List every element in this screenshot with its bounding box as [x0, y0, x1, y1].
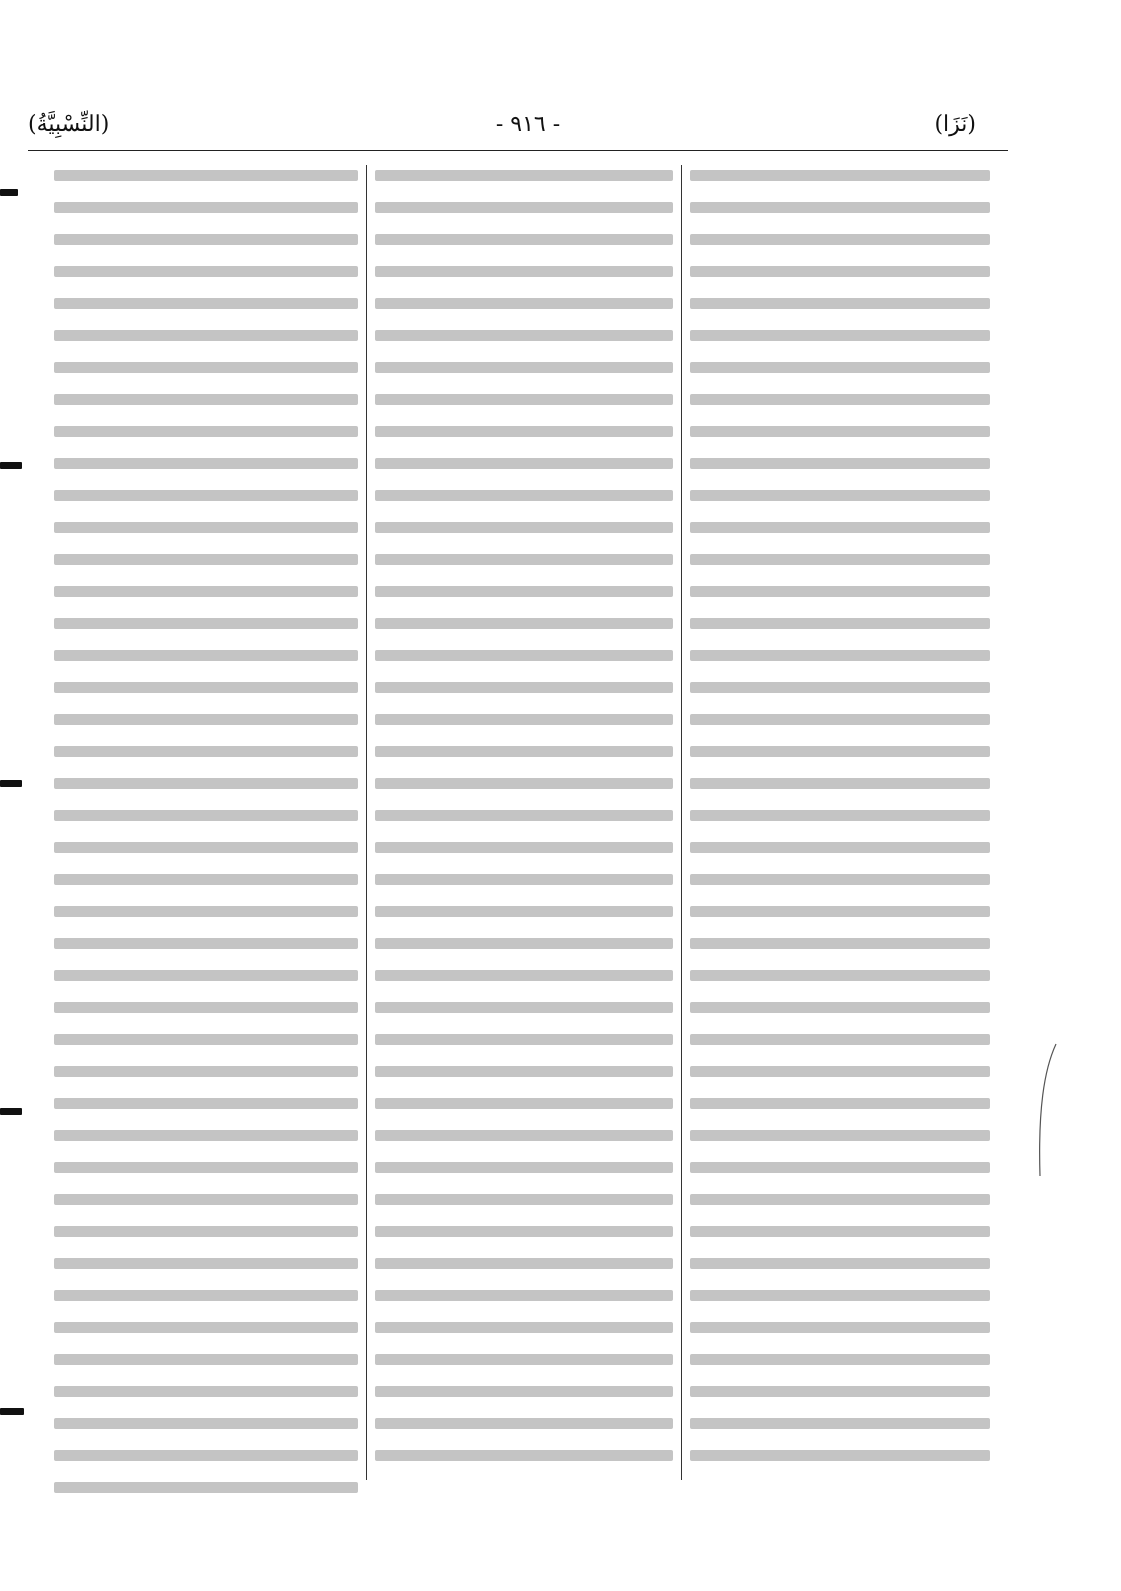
text-line-placeholder: [54, 1162, 358, 1173]
text-line-placeholder: [690, 330, 990, 341]
text-line-placeholder: [54, 298, 358, 309]
text-line-placeholder: [690, 1322, 990, 1333]
text-line-placeholder: [690, 1130, 990, 1141]
text-line-placeholder: [690, 266, 990, 277]
text-line-placeholder: [54, 330, 358, 341]
text-line-placeholder: [54, 586, 358, 597]
text-line-placeholder: [54, 426, 358, 437]
text-line-placeholder: [54, 618, 358, 629]
text-line-placeholder: [690, 586, 990, 597]
text-line-placeholder: [375, 1354, 673, 1365]
margin-mark: [0, 462, 22, 469]
text-line-placeholder: [54, 1066, 358, 1077]
text-line-placeholder: [375, 1066, 673, 1077]
text-line-placeholder: [54, 842, 358, 853]
text-line-placeholder: [690, 650, 990, 661]
text-line-placeholder: [54, 458, 358, 469]
text-line-placeholder: [690, 490, 990, 501]
text-line-placeholder: [54, 554, 358, 565]
margin-mark: [0, 1108, 22, 1115]
text-line-placeholder: [690, 874, 990, 885]
text-line-placeholder: [375, 586, 673, 597]
text-line-placeholder: [54, 746, 358, 757]
text-line-placeholder: [54, 970, 358, 981]
text-line-placeholder: [375, 810, 673, 821]
text-line-placeholder: [54, 1130, 358, 1141]
text-line-placeholder: [54, 1290, 358, 1301]
text-line-placeholder: [375, 266, 673, 277]
text-line-placeholder: [375, 1322, 673, 1333]
column-divider-right: [681, 165, 682, 1480]
text-line-placeholder: [690, 1418, 990, 1429]
text-line-placeholder: [690, 842, 990, 853]
text-line-placeholder: [375, 1386, 673, 1397]
text-line-placeholder: [690, 298, 990, 309]
text-line-placeholder: [54, 714, 358, 725]
text-line-placeholder: [54, 202, 358, 213]
text-line-placeholder: [375, 714, 673, 725]
text-line-placeholder: [375, 1226, 673, 1237]
text-line-placeholder: [375, 746, 673, 757]
text-line-placeholder: [54, 1034, 358, 1045]
text-line-placeholder: [375, 938, 673, 949]
text-line-placeholder: [54, 778, 358, 789]
text-line-placeholder: [54, 906, 358, 917]
text-line-placeholder: [375, 330, 673, 341]
text-line-placeholder: [690, 1226, 990, 1237]
text-line-placeholder: [54, 1258, 358, 1269]
pen-stroke-mark: [1030, 1040, 1060, 1180]
text-line-placeholder: [54, 234, 358, 245]
text-line-placeholder: [375, 458, 673, 469]
text-line-placeholder: [375, 618, 673, 629]
text-line-placeholder: [690, 810, 990, 821]
text-line-placeholder: [375, 682, 673, 693]
text-line-placeholder: [54, 1194, 358, 1205]
text-line-placeholder: [54, 522, 358, 533]
text-line-placeholder: [54, 650, 358, 661]
text-line-placeholder: [54, 1354, 358, 1365]
text-line-placeholder: [690, 970, 990, 981]
text-line-placeholder: [54, 1418, 358, 1429]
text-line-placeholder: [54, 1098, 358, 1109]
text-line-placeholder: [375, 298, 673, 309]
text-line-placeholder: [375, 970, 673, 981]
text-line-placeholder: [690, 746, 990, 757]
text-line-placeholder: [690, 906, 990, 917]
page-number: - ٩١٦ -: [495, 112, 561, 137]
text-line-placeholder: [375, 202, 673, 213]
text-line-placeholder: [375, 522, 673, 533]
text-line-placeholder: [54, 1322, 358, 1333]
text-line-placeholder: [690, 714, 990, 725]
text-line-placeholder: [690, 1034, 990, 1045]
text-line-placeholder: [690, 1002, 990, 1013]
text-line-placeholder: [375, 1002, 673, 1013]
text-line-placeholder: [375, 842, 673, 853]
text-line-placeholder: [375, 1450, 673, 1461]
text-line-placeholder: [690, 682, 990, 693]
text-line-placeholder: [54, 682, 358, 693]
text-line-placeholder: [690, 362, 990, 373]
text-line-placeholder: [54, 362, 358, 373]
text-line-placeholder: [54, 1002, 358, 1013]
text-line-placeholder: [375, 650, 673, 661]
text-line-placeholder: [375, 1418, 673, 1429]
text-line-placeholder: [690, 1066, 990, 1077]
text-line-placeholder: [690, 522, 990, 533]
text-line-placeholder: [54, 1450, 358, 1461]
margin-mark: [0, 1408, 24, 1415]
text-line-placeholder: [690, 1194, 990, 1205]
text-line-placeholder: [54, 810, 358, 821]
text-line-placeholder: [54, 490, 358, 501]
text-line-placeholder: [375, 1290, 673, 1301]
text-line-placeholder: [690, 1386, 990, 1397]
text-line-placeholder: [375, 426, 673, 437]
text-line-placeholder: [375, 170, 673, 181]
text-line-placeholder: [375, 394, 673, 405]
text-line-placeholder: [690, 1354, 990, 1365]
text-line-placeholder: [690, 1162, 990, 1173]
text-line-placeholder: [375, 490, 673, 501]
text-line-placeholder: [375, 1034, 673, 1045]
text-line-placeholder: [690, 170, 990, 181]
text-line-placeholder: [690, 1098, 990, 1109]
text-line-placeholder: [375, 906, 673, 917]
text-line-placeholder: [375, 1194, 673, 1205]
text-line-placeholder: [375, 1162, 673, 1173]
text-line-placeholder: [690, 778, 990, 789]
text-line-placeholder: [375, 234, 673, 245]
text-line-placeholder: [54, 938, 358, 949]
text-line-placeholder: [54, 394, 358, 405]
text-line-placeholder: [690, 394, 990, 405]
text-line-placeholder: [375, 874, 673, 885]
header-left-title: (النِّسْبِيَّةُ): [28, 112, 110, 137]
text-line-placeholder: [690, 202, 990, 213]
column-divider-left: [366, 165, 367, 1480]
text-line-placeholder: [54, 170, 358, 181]
text-line-placeholder: [54, 266, 358, 277]
text-line-placeholder: [54, 1482, 358, 1493]
text-line-placeholder: [690, 234, 990, 245]
text-line-placeholder: [54, 1386, 358, 1397]
text-line-placeholder: [690, 554, 990, 565]
text-line-placeholder: [54, 1226, 358, 1237]
margin-mark: [0, 189, 18, 196]
text-line-placeholder: [690, 458, 990, 469]
text-line-placeholder: [375, 1098, 673, 1109]
header-rule: [28, 150, 1008, 151]
text-line-placeholder: [375, 554, 673, 565]
text-line-placeholder: [690, 938, 990, 949]
text-line-placeholder: [690, 426, 990, 437]
text-line-placeholder: [375, 778, 673, 789]
text-line-placeholder: [690, 1258, 990, 1269]
text-line-placeholder: [375, 1258, 673, 1269]
header-right-title: (نَزَا): [934, 112, 976, 137]
text-line-placeholder: [690, 1290, 990, 1301]
text-line-placeholder: [690, 618, 990, 629]
text-line-placeholder: [690, 1450, 990, 1461]
text-line-placeholder: [375, 362, 673, 373]
margin-mark: [0, 780, 22, 787]
text-line-placeholder: [375, 1130, 673, 1141]
text-line-placeholder: [54, 874, 358, 885]
